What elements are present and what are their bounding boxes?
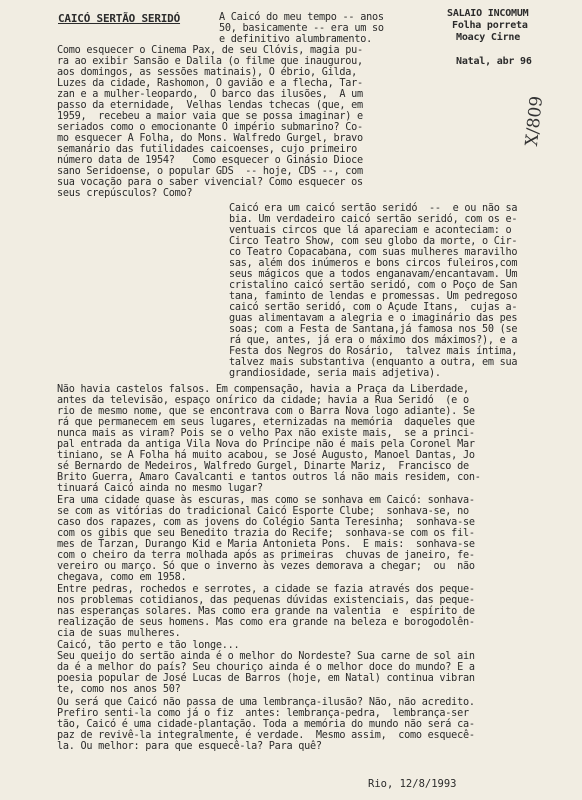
dateline: Rio, 12/8/1993	[368, 778, 457, 790]
text-line: sé Bernardo de Medeiros, Walfredo Gurgel, Dinarte Mariz, Francisco de	[57, 461, 469, 472]
text-line: talvez mais substantiva (enquanto a outra, em sua	[229, 357, 518, 368]
text-line: nunca mais as viram? Pois se o velho Pax não existe mais, se a princi-	[57, 428, 475, 439]
text-line: Seu queijo do sertão ainda é o melhor do Nordeste? Sua carne de sol ain	[57, 651, 475, 662]
text-line: sas, além dos inúmeros e bons circos fuleiros,com	[229, 258, 518, 269]
text-line: número data de 1954? Como esquecer o Ginásio Dioce	[57, 155, 363, 166]
text-line: Caicó, tão perto e tão longe...	[57, 640, 240, 651]
text-line: bia. Um verdadeiro caicó sertão seridó, com os e-	[229, 214, 518, 225]
text-line: realização de seus homens. Mas como era grande na beleza e borogodolên-	[57, 617, 475, 628]
author-name: Moacy Cirne	[456, 32, 521, 43]
text-line: Entre pedras, rochedos e serrotes, a cidade se fazia através dos peque-	[57, 584, 475, 595]
text-line: 1959, recebeu a maior vaia que se possa imaginar) e	[57, 111, 363, 122]
text-line: co Teatro Copacabana, com suas mulheres maravilho	[229, 247, 518, 258]
text-line: chegava, como em 1958.	[57, 572, 187, 583]
text-line: ra ao exibir Sansão e Dalila (o filme que inaugurou,	[57, 56, 363, 67]
text-line: com os gibis que seu Benedito trazia do Recife; sonhava-se com os fil-	[57, 528, 475, 539]
text-line: poesia popular de José Lucas de Barros (hoje, em Natal) continua vibran	[57, 673, 475, 684]
text-line: nas esperanças solares. Mas como era grande na valentia e espírito de	[57, 606, 475, 617]
text-line: guas alimentavam a alegria e o imaginário das pes	[229, 313, 518, 324]
text-line: seus mágicos que a todos enganavam/encantavam. Um	[229, 269, 518, 280]
text-line: Como esquecer o Cinema Pax, de seu Clóvis, magia pu-	[57, 45, 363, 56]
text-line: da é a melhor do país? Seu chouriço ainda é o melhor doce do mundo? E a	[57, 662, 475, 673]
text-line: seriados como o emocionante O império submarino? Co-	[57, 122, 363, 133]
text-line: tiniano, se A Folha há muito acabou, se José Augusto, Manoel Dantas, Jo	[57, 450, 475, 461]
text-line: tinuará Caicó ainda no mesmo lugar?	[57, 483, 263, 494]
text-line: passo da eternidade, Velhas lendas tchecas (que, em	[57, 100, 363, 111]
text-line: rá que, antes, já era o máximo dos máximos?), e a	[229, 335, 518, 346]
text-line: mes de Tarzan, Durango Kid e Maria Antonieta Pons. E mais: sonhava-se	[57, 539, 475, 550]
text-line: te, como nos anos 50?	[57, 684, 181, 695]
text-line: caso dos rapazes, com as jovens do Colégio Santa Teresinha; sonhava-se	[57, 517, 475, 528]
text-line: Ou será que Caicó não passa de uma lembrança-ilusão? Não, não acredito.	[57, 697, 475, 708]
text-line: Caicó era um caicó sertão seridó -- e ou não sa	[229, 203, 518, 214]
text-line: paz de revivê-la integralmente, é verdade. Mesmo assim, como esquecê-	[57, 730, 475, 741]
text-line: tão, Caicó é uma cidade-plantação. Toda a memória do mundo não será ca-	[57, 719, 475, 730]
text-line: Não havia castelos falsos. Em compensação, havia a Praça da Liberdade,	[57, 384, 469, 395]
place-date: Natal, abr 96	[456, 56, 532, 67]
handwritten-mark: X/809	[522, 94, 548, 148]
text-line: zan e a mulher-leopardo, O barco das ilusões, A um	[57, 89, 363, 100]
text-line: A Caicó do meu tempo -- anos	[219, 12, 384, 23]
text-line: Festa dos Negros do Rosário, talvez mais íntima,	[229, 346, 518, 357]
text-line: ventuais circos que lá apareciam e aconteciam: o	[229, 225, 512, 236]
text-line: antes da televisão, espaço onírico da cidade; havia a Rua Seridó (e o	[57, 395, 469, 406]
text-line: tana, faminto de lendas e promessas. Um pedregoso	[229, 291, 518, 302]
text-line: caicó sertão seridó, com o Açude Itans, cujas a-	[229, 302, 518, 313]
text-line: sano Seridoense, o popular GDS -- hoje, CDS --, com	[57, 166, 363, 177]
text-line: seus crepúsculos? Como?	[57, 188, 193, 199]
text-line: vereiro ou março. Só que o inverno às vezes demorava a chegar; ou não	[57, 561, 475, 572]
column-name: SALAIO INCOMUM	[447, 8, 529, 19]
text-line: grandiosidade, seria mais adjetiva).	[229, 368, 441, 379]
text-line: 50, basicamente -- era um so	[219, 23, 384, 34]
text-line: Luzes da cidade, Rashomon, O gavião e a flecha, Tar-	[57, 78, 363, 89]
text-line: nos problemas cotidianos, das pequenas dúvidas existenciais, das peque-	[57, 595, 475, 606]
text-line: se com as vitórias do tradicional Caicó Esporte Clube; sonhava-se, no	[57, 506, 469, 517]
text-line: rio de mesmo nome, que se encontrava com o Barra Nova logo adiante). Se	[57, 406, 475, 417]
text-line: com o cheiro da terra molhada após as primeiras chuvas de janeiro, fe-	[57, 550, 475, 561]
text-line: la. Ou melhor: para que esquecê-la? Para quê?	[57, 741, 322, 752]
text-line: sua vocação para o saber vivencial? Como esquecer os	[57, 177, 363, 188]
text-line: Era uma cidade quase às escuras, mas como se sonhava em Caicó: sonhava-	[57, 495, 475, 506]
text-line: aos domingos, as sessões matinais), O ébrio, Gilda,	[57, 67, 358, 78]
text-line: Prefiro senti-la como já o fiz antes: lembrança-pedra, lembrança-ser	[57, 708, 469, 719]
column-subtitle: Folha porreta	[452, 20, 528, 31]
text-line: e definitivo alumbramento.	[219, 34, 372, 45]
text-line: cia de suas mulheres.	[57, 628, 181, 639]
text-line: soas; com a Festa de Santana,já famosa nos 50 (se	[229, 324, 518, 335]
article-title: CAICÓ SERTÃO SERIDÓ	[58, 12, 181, 25]
text-line: cristalino caicó sertão seridó, com o Poço de San	[229, 280, 518, 291]
text-line: Brito Guerra, Amaro Cavalcanti e tantos outros lá não mais residem, con-	[57, 472, 481, 483]
text-line: semanário das futilidades caicoenses, cujo primeiro	[57, 144, 358, 155]
text-line: mo esquecer A Folha, do Mons. Walfredo Gurgel, bravo	[57, 133, 363, 144]
text-line: pal entrada da antiga Vila Nova do Príncipe não é mais pela Coronel Mar	[57, 439, 475, 450]
text-line: rá que permanecem em seus lugares, eternizadas na memória daqueles que	[57, 417, 475, 428]
text-line: Circo Teatro Show, com seu globo da morte, o Cir-	[229, 236, 518, 247]
